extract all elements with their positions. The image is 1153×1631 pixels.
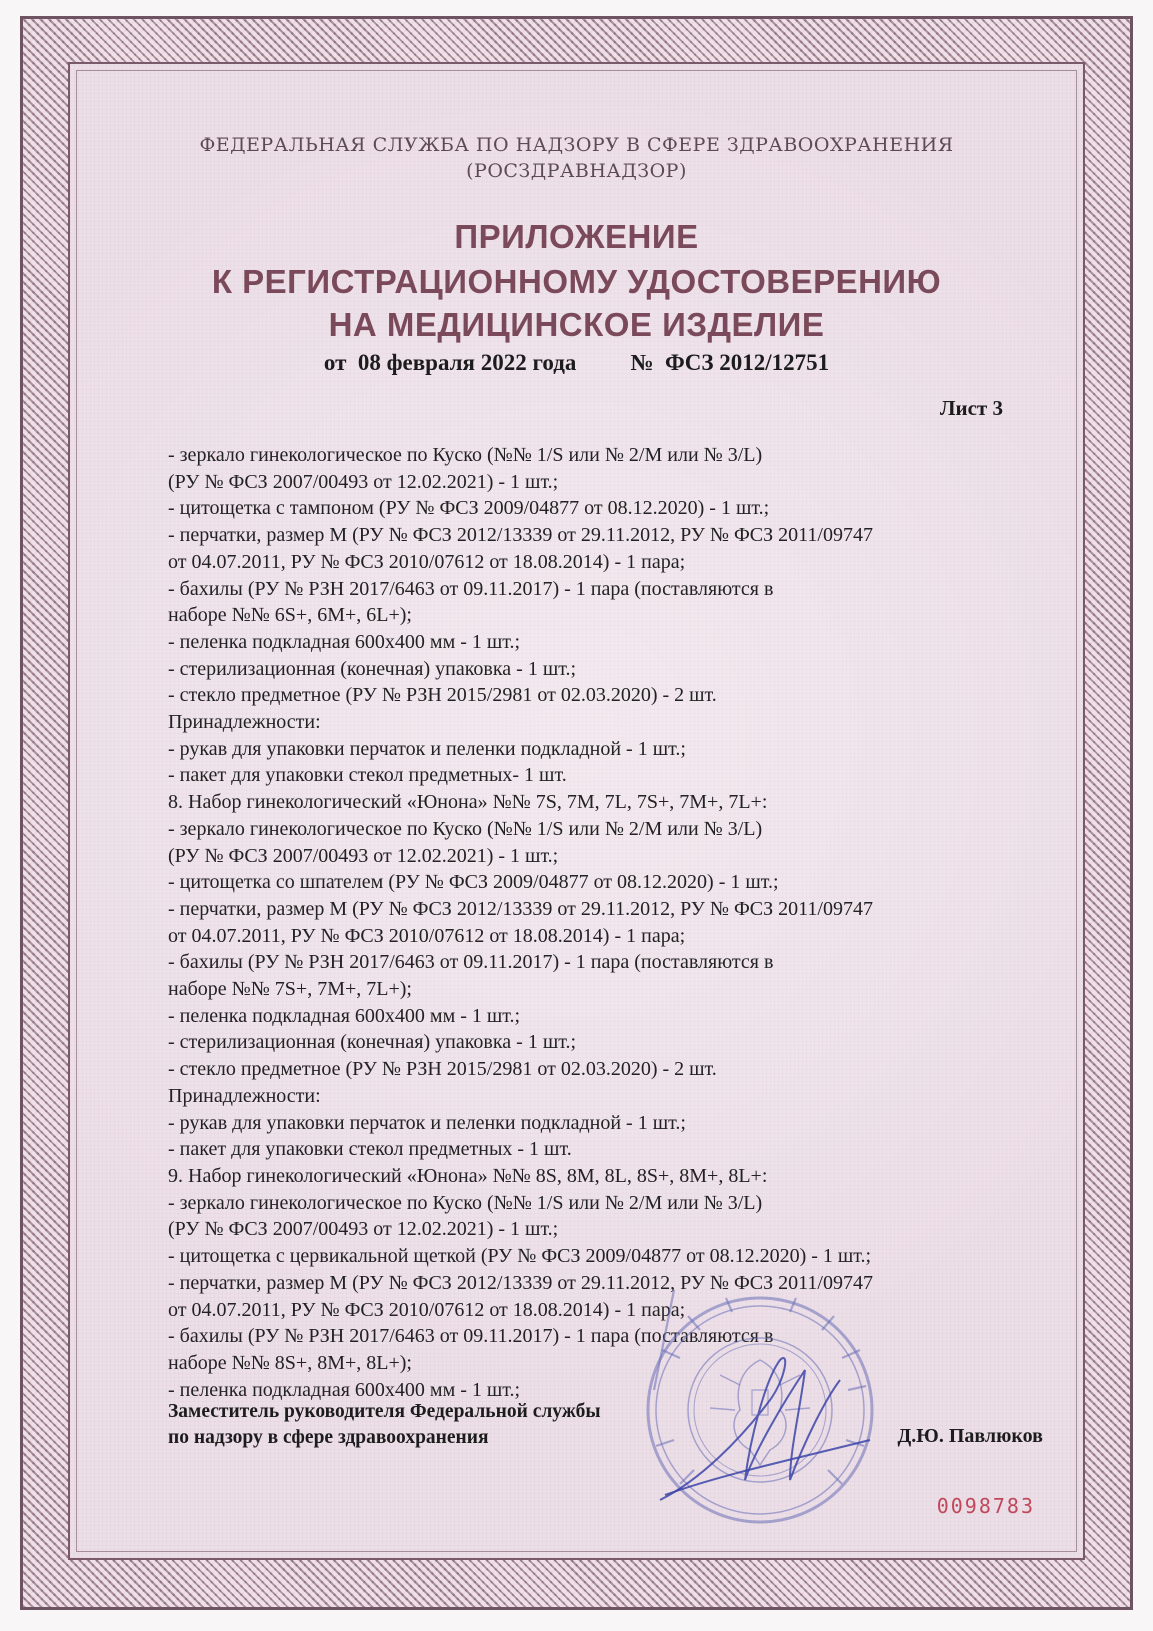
serial-number: 0098783 [936, 1494, 1035, 1518]
agency-name: ФЕДЕРАЛЬНАЯ СЛУЖБА ПО НАДЗОРУ В СФЕРЕ ЗДРАВООХРАНЕНИЯ [199, 134, 954, 156]
body-line: - пакет для упаковки стекол предметных - 1 шт. [168, 1138, 572, 1161]
body-line: 9. Набор гинекологический «Юнона» №№ 8S, 8M, 8L, 8S+, 8M+, 8L+: [168, 1164, 768, 1187]
body-line: - бахилы (РУ № РЗН 2017/6463 от 09.11.2017) - 1 пара (поставляются в [168, 577, 774, 600]
date-number-line [0, 350, 1153, 376]
sheet-number: Лист 3 [939, 396, 1003, 420]
body-line: - цитощетка с тампоном (РУ № ФСЗ 2009/04877 от 08.12.2020) - 1 шт.; [168, 497, 770, 520]
body-line: от 04.07.2011, РУ № ФСЗ 2010/07612 от 18.08.2014) - 1 пара; [168, 1298, 686, 1321]
agency-header [0, 132, 1153, 184]
body-line: - стекло предметное (РУ № РЗН 2015/2981 от 02.03.2020) - 2 шт. [168, 1058, 717, 1081]
body-line: - цитощетка со шпателем (РУ № ФСЗ 2009/04877 от 08.12.2020) - 1 шт.; [168, 871, 779, 894]
signatory-name: Д.Ю. Павлюков [897, 1425, 1043, 1447]
official-stamp-seal [640, 1290, 880, 1530]
body-line: - стерилизационная (конечная) упаковка - 1 шт.; [168, 657, 577, 680]
body-line: 8. Набор гинекологический «Юнона» №№ 7S, 7M, 7L, 7S+, 7M+, 7L+: [168, 791, 768, 814]
body-line: - пеленка подкладная 600х400 мм - 1 шт.; [168, 630, 521, 653]
body-line: наборе №№ 7S+, 7M+, 7L+); [168, 978, 412, 1001]
body-line: - зеркало гинекологическое по Куско (№№ 1/S или № 2/M или № 3/L) [168, 817, 763, 840]
agency-abbreviation: (РОСЗДРАВНАДЗОР) [466, 160, 687, 182]
document-body [168, 442, 1028, 1403]
signatory-position-line2: по надзору в сфере здравоохранения [168, 1427, 489, 1448]
body-line: - бахилы (РУ № РЗН 2017/6463 от 09.11.2017) - 1 пара (поставляются в [168, 1325, 774, 1348]
issue-date: от 08 февраля 2022 года [323, 350, 577, 375]
body-line: (РУ № ФСЗ 2007/00493 от 12.02.2021) - 1 шт.; [168, 470, 559, 493]
signatory-position [168, 1399, 601, 1451]
body-line: - перчатки, размер М (РУ № ФСЗ 2012/13339 от 29.11.2012, РУ № ФСЗ 2011/09747 [168, 897, 873, 920]
body-line: - рукав для упаковки перчаток и пеленки подкладной - 1 шт.; [168, 737, 686, 760]
document-title-line2: К РЕГИСТРАЦИОННОМУ УДОСТОВЕРЕНИЮ [211, 263, 942, 300]
body-line: Принадлежности: [168, 1084, 321, 1107]
body-line: - зеркало гинекологическое по Куско (№№ 1/S или № 2/M или № 3/L) [168, 1191, 763, 1214]
body-line: - бахилы (РУ № РЗН 2017/6463 от 09.11.2017) - 1 пара (поставляются в [168, 951, 774, 974]
body-line: - перчатки, размер М (РУ № ФСЗ 2012/13339 от 29.11.2012, РУ № ФСЗ 2011/09747 [168, 1271, 873, 1294]
body-line: - стекло предметное (РУ № РЗН 2015/2981 от 02.03.2020) - 2 шт. [168, 684, 717, 707]
registration-number: № ФСЗ 2012/12751 [630, 350, 830, 375]
body-line: - пеленка подкладная 600х400 мм - 1 шт.; [168, 1378, 521, 1401]
body-line: от 04.07.2011, РУ № ФСЗ 2010/07612 от 18.08.2014) - 1 пара; [168, 924, 686, 947]
body-line: - рукав для упаковки перчаток и пеленки подкладной - 1 шт.; [168, 1111, 686, 1134]
body-line: - перчатки, размер М (РУ № ФСЗ 2012/13339 от 29.11.2012, РУ № ФСЗ 2011/09747 [168, 524, 873, 547]
body-line: от 04.07.2011, РУ № ФСЗ 2010/07612 от 18.08.2014) - 1 пара; [168, 550, 686, 573]
body-line: - цитощетка с цервикальной щеткой (РУ № ФСЗ 2009/04877 от 08.12.2020) - 1 шт.; [168, 1245, 872, 1268]
body-line: - пакет для упаковки стекол предметных- 1 шт. [168, 764, 567, 787]
body-line: - зеркало гинекологическое по Куско (№№ 1/S или № 2/M или № 3/L) [168, 444, 763, 466]
document-title-line1: ПРИЛОЖЕНИЕ [454, 218, 699, 255]
body-line: наборе №№ 6S+, 6M+, 6L+); [168, 604, 412, 627]
signatory-position-line1: Заместитель руководителя Федеральной службы [168, 1401, 601, 1422]
body-line: (РУ № ФСЗ 2007/00493 от 12.02.2021) - 1 шт.; [168, 1218, 559, 1241]
body-line: - стерилизационная (конечная) упаковка - 1 шт.; [168, 1031, 577, 1054]
body-line: наборе №№ 8S+, 8M+, 8L+); [168, 1351, 412, 1374]
body-line: (РУ № ФСЗ 2007/00493 от 12.02.2021) - 1 шт.; [168, 844, 559, 867]
body-line: - пеленка подкладная 600х400 мм - 1 шт.; [168, 1004, 521, 1027]
body-line: Принадлежности: [168, 711, 321, 734]
document-title-line3: НА МЕДИЦИНСКОЕ ИЗДЕЛИЕ [328, 306, 825, 343]
